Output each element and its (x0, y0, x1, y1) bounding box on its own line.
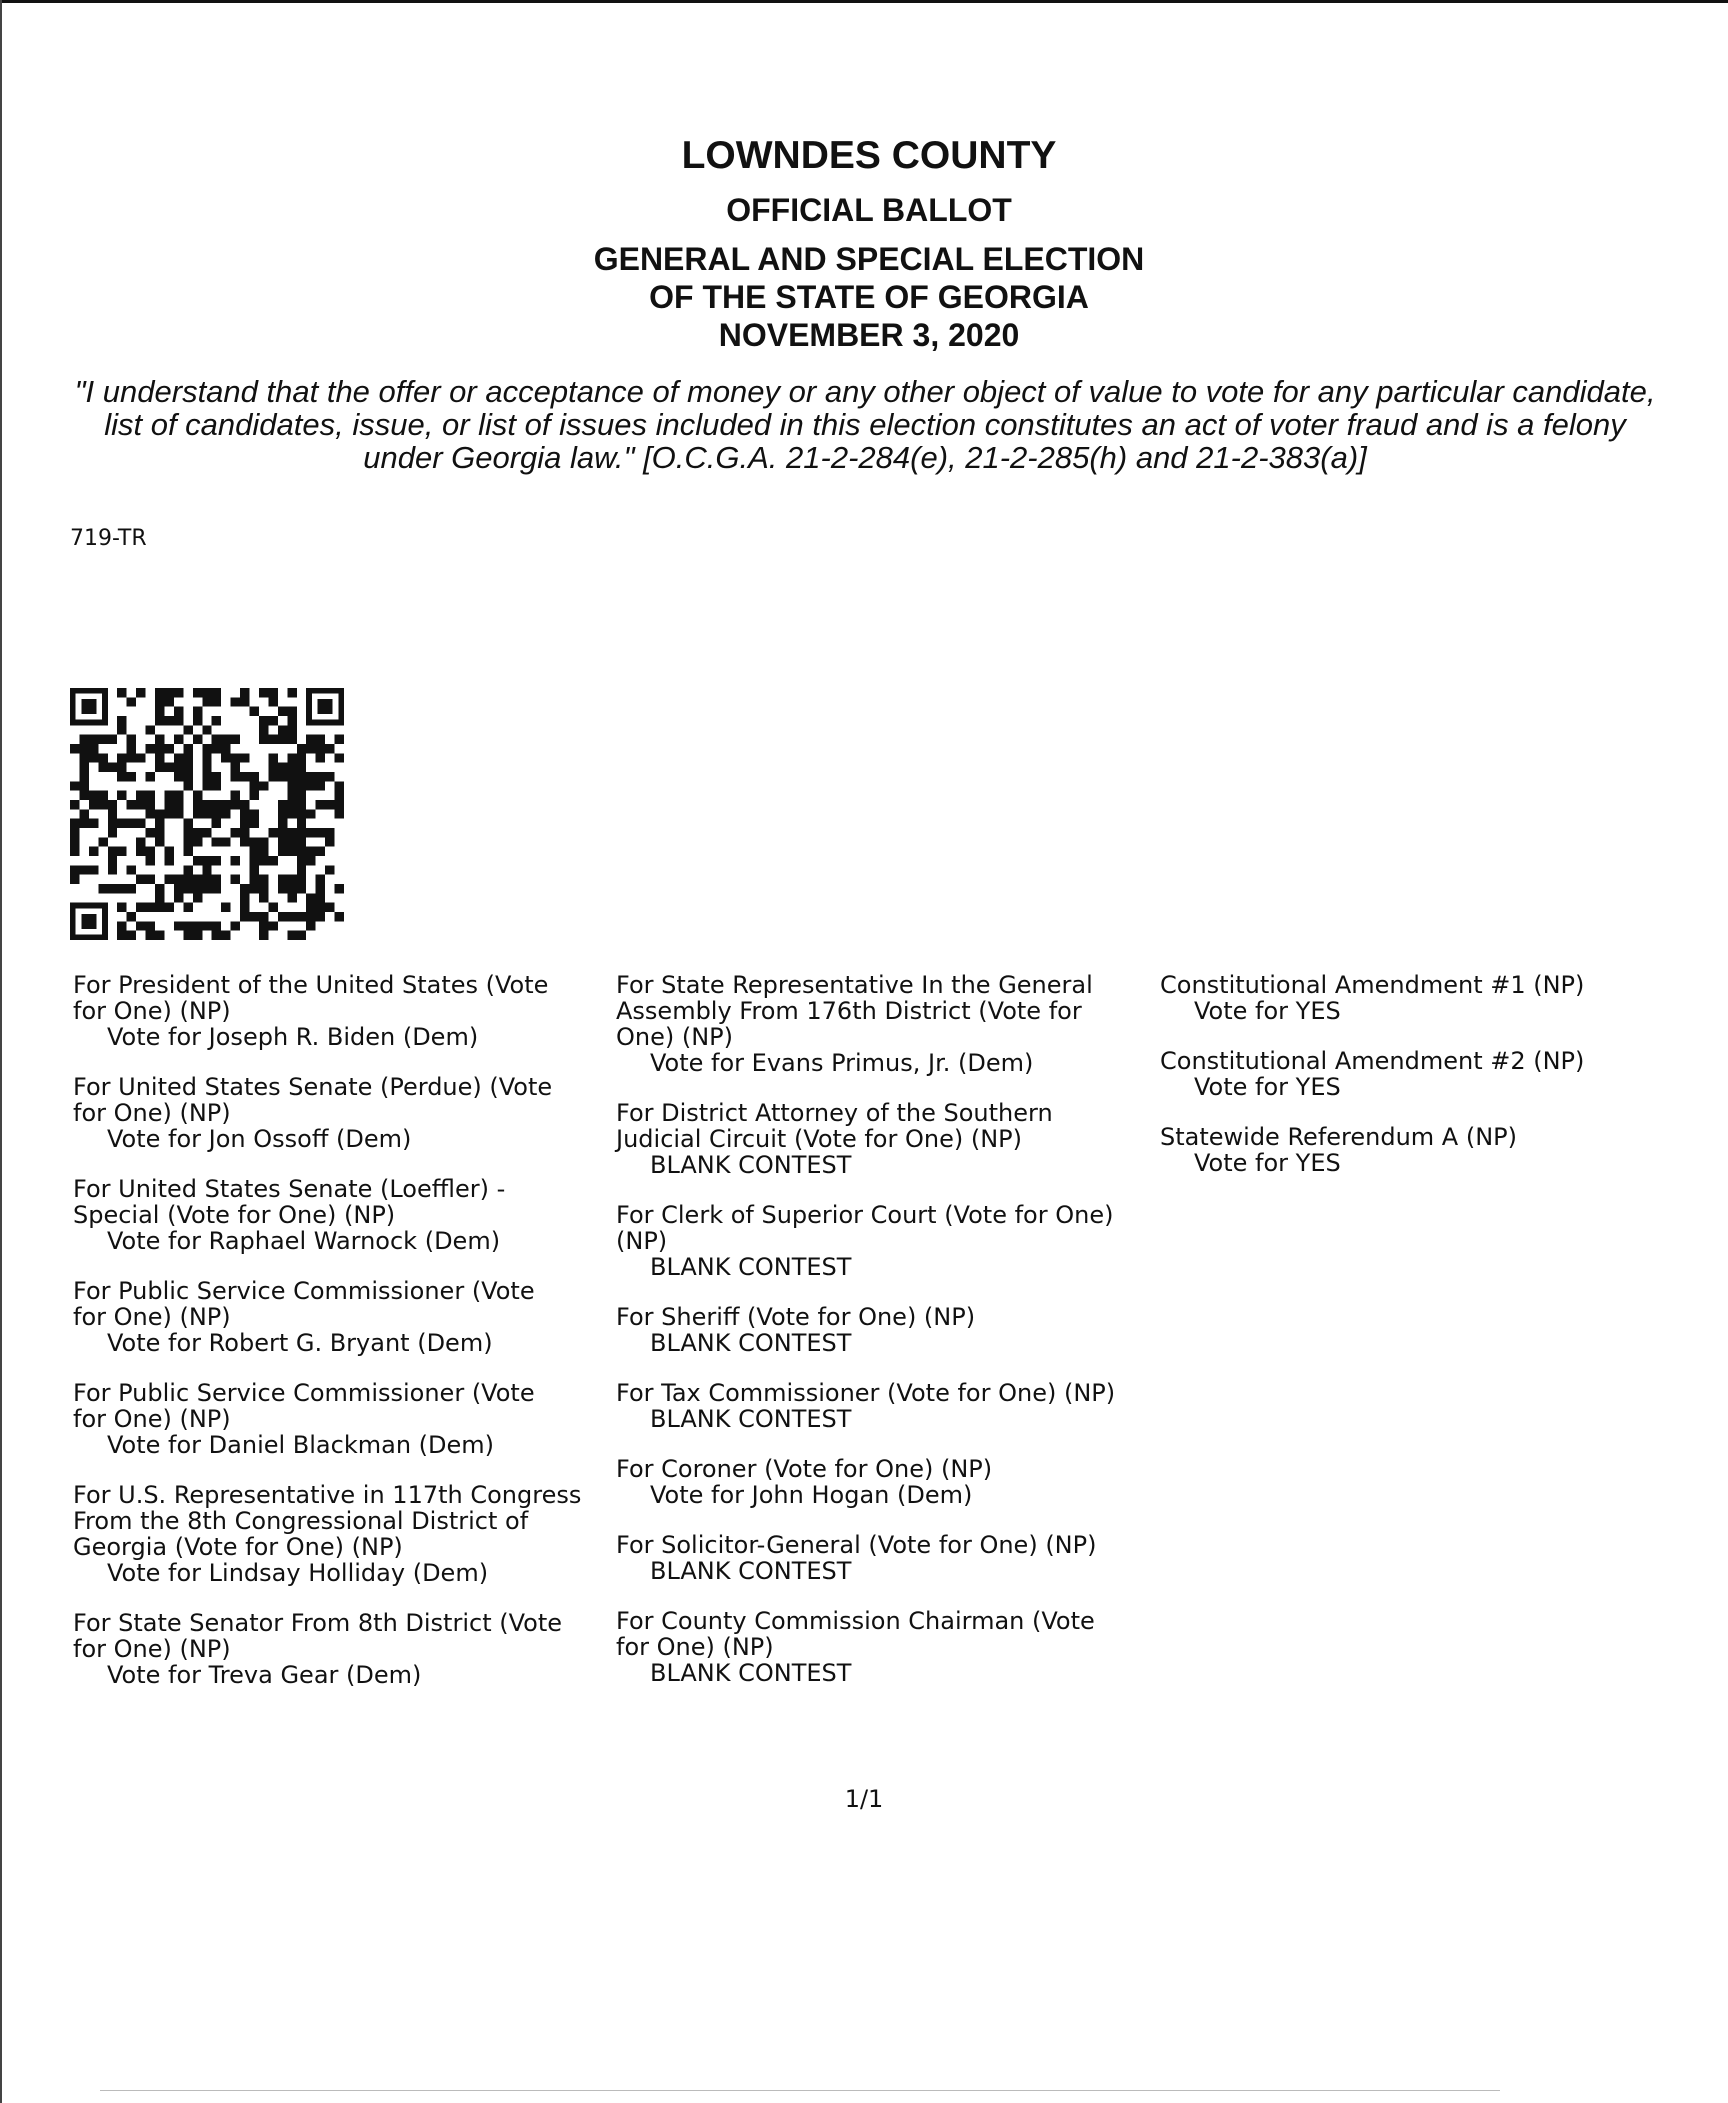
contest-selection: Vote for Lindsay Holliday (Dem) (107, 1559, 489, 1587)
contest-title-line: Georgia (Vote for One) (NP) (73, 1533, 403, 1561)
contest-title (73, 972, 633, 1024)
contest (616, 1202, 1176, 1280)
contest-title-line: for One) (NP) (73, 1303, 231, 1331)
qr-code (70, 688, 344, 940)
contest-title-line: For Public Service Commissioner (Vote (73, 1277, 535, 1305)
contest-title-line: for One) (NP) (73, 1405, 231, 1433)
contest-title (1160, 1124, 1720, 1150)
contest-title (73, 1482, 633, 1560)
contest-title-line: Special (Vote for One) (NP) (73, 1201, 396, 1229)
contest-title-line: For State Senator From 8th District (Vote (73, 1609, 563, 1637)
contest-title-line: For Solicitor-General (Vote for One) (NP) (616, 1531, 1097, 1559)
contest-title-line: for One) (NP) (616, 1633, 774, 1661)
contest (616, 972, 1176, 1076)
contest-selection: Vote for YES (1194, 997, 1341, 1025)
contest-title (616, 1456, 1176, 1482)
contest-selection: BLANK CONTEST (650, 1557, 852, 1585)
contest-title-line: Assembly From 176th District (Vote for (616, 997, 1082, 1025)
county-title: LOWNDES COUNTY (681, 134, 1057, 177)
contest-selection: Vote for Joseph R. Biden (Dem) (107, 1023, 479, 1051)
contest-selection: Vote for Robert G. Bryant (Dem) (107, 1329, 493, 1357)
contest (616, 1380, 1176, 1432)
contest (1160, 1048, 1720, 1100)
contest (1160, 972, 1720, 1024)
contest-column-2 (616, 972, 1176, 1710)
contest-selection: BLANK CONTEST (650, 1253, 852, 1281)
contest-title (616, 1304, 1176, 1330)
page-number: 1/1 (844, 1785, 884, 1813)
contest-selection: Vote for John Hogan (Dem) (650, 1481, 973, 1509)
election-line-2: OF THE STATE OF GEORGIA (649, 279, 1089, 315)
ballot-style-code: 719-TR (70, 526, 147, 551)
contest-title-line: Statewide Referendum A (NP) (1160, 1123, 1517, 1151)
contest (73, 972, 633, 1050)
contest (616, 1304, 1176, 1356)
contest-title (616, 1100, 1176, 1152)
contest (616, 1532, 1176, 1584)
contest-title-line: Judicial Circuit (Vote for One) (NP) (616, 1125, 1022, 1153)
contest-title (616, 1380, 1176, 1406)
contest-title-line: For Clerk of Superior Court (Vote for One) (616, 1201, 1114, 1229)
contest-title-line: Constitutional Amendment #1 (NP) (1160, 971, 1585, 999)
contest-selection: BLANK CONTEST (650, 1405, 852, 1433)
election-line-1: GENERAL AND SPECIAL ELECTION (593, 241, 1145, 277)
contest-title-line: For County Commission Chairman (Vote (616, 1607, 1095, 1635)
contest-title (616, 1608, 1176, 1660)
contest-selection: Vote for Evans Primus, Jr. (Dem) (650, 1049, 1034, 1077)
contest-title-line: For Public Service Commissioner (Vote (73, 1379, 535, 1407)
oath-line-1: "I understand that the offer or acceptance of money or any other object of value to vote for any particular candidate, (74, 374, 1656, 409)
contest (73, 1482, 633, 1586)
election-date: NOVEMBER 3, 2020 (718, 317, 1020, 353)
contest-title (616, 1532, 1176, 1558)
contest-selection: Vote for Raphael Warnock (Dem) (107, 1227, 501, 1255)
contest (616, 1100, 1176, 1178)
contest-title-line: From the 8th Congressional District of (73, 1507, 529, 1535)
contest-title (73, 1278, 633, 1330)
contest-title-line: Constitutional Amendment #2 (NP) (1160, 1047, 1585, 1075)
contest-title (1160, 972, 1720, 998)
contest (616, 1456, 1176, 1508)
contest-title-line: For U.S. Representative in 117th Congress (73, 1481, 582, 1509)
ballot-type: OFFICIAL BALLOT (726, 192, 1012, 228)
contest-title-line: for One) (NP) (73, 997, 231, 1025)
ballot-header (0, 132, 1728, 354)
contest-selection: Vote for YES (1194, 1149, 1341, 1177)
contest (1160, 1124, 1720, 1176)
contest-title (73, 1380, 633, 1432)
contest-title (616, 1202, 1176, 1254)
contest-title-line: For Tax Commissioner (Vote for One) (NP) (616, 1379, 1116, 1407)
voter-oath (60, 375, 1670, 474)
contest-title-line: One) (NP) (616, 1023, 734, 1051)
contest-title-line: For Coroner (Vote for One) (NP) (616, 1455, 993, 1483)
contest (616, 1608, 1176, 1686)
contest (73, 1074, 633, 1152)
contest (73, 1176, 633, 1254)
contest-title-line: for One) (NP) (73, 1099, 231, 1127)
contest-selection: Vote for Jon Ossoff (Dem) (107, 1125, 412, 1153)
contest-title (73, 1610, 633, 1662)
contest-title (616, 972, 1176, 1050)
oath-line-3: under Georgia law." [O.C.G.A. 21-2-284(e), 21-2-285(h) and 21-2-383(a)] (363, 440, 1367, 475)
contest (73, 1380, 633, 1458)
contest-title-line: For State Representative In the General (616, 971, 1093, 999)
contest-title-line: For Sheriff (Vote for One) (NP) (616, 1303, 976, 1331)
contest-title (1160, 1048, 1720, 1074)
contest-selection: Vote for YES (1194, 1073, 1341, 1101)
contest-selection: Vote for Daniel Blackman (Dem) (107, 1431, 495, 1459)
top-border (0, 0, 1728, 3)
contest-title (73, 1074, 633, 1126)
contest-title (73, 1176, 633, 1228)
contest-selection: Vote for Treva Gear (Dem) (107, 1661, 422, 1689)
contest (73, 1610, 633, 1688)
contest-title-line: (NP) (616, 1227, 668, 1255)
bottom-edge (100, 2090, 1500, 2091)
contest-selection: BLANK CONTEST (650, 1329, 852, 1357)
contest-title-line: For District Attorney of the Southern (616, 1099, 1053, 1127)
contest-selection: BLANK CONTEST (650, 1151, 852, 1179)
oath-line-2: list of candidates, issue, or list of issues included in this election constitutes an act of voter fraud and is a felony (104, 407, 1626, 442)
contest-title-line: for One) (NP) (73, 1635, 231, 1663)
contest-title-line: For President of the United States (Vote (73, 971, 549, 999)
contest-title-line: For United States Senate (Loeffler) - (73, 1175, 506, 1203)
contest-title-line: For United States Senate (Perdue) (Vote (73, 1073, 553, 1101)
contest-column-1 (73, 972, 633, 1712)
contest-column-3 (1160, 972, 1720, 1200)
election-title (0, 240, 1728, 354)
contest (73, 1278, 633, 1356)
contest-selection: BLANK CONTEST (650, 1659, 852, 1687)
